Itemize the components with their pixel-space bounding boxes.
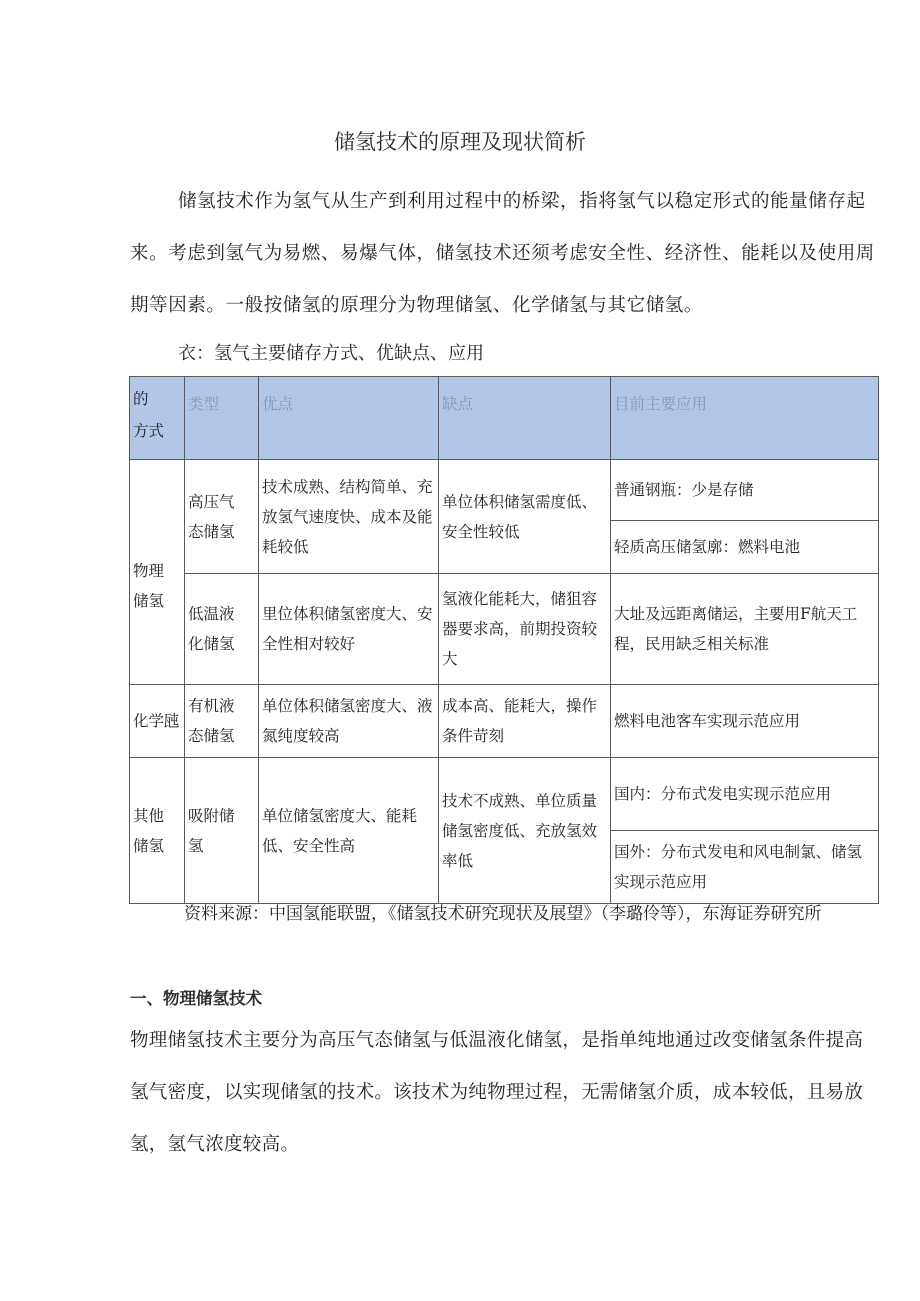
header-pros: 优点 xyxy=(259,377,439,460)
header-method-text: 的 方式 xyxy=(133,390,165,440)
cons-high-pressure: 单位体积储氢需度低、安全性较低 xyxy=(439,460,611,574)
type-adsorption: 吸附储 氢 xyxy=(185,758,259,904)
app-adsorption-2: 国外：分布式发电和风电制氯、储氢实现示范应用 xyxy=(611,831,879,904)
table-row xyxy=(130,460,879,521)
pros-adsorption: 单位储氢密度大、能耗低、安全性高 xyxy=(259,758,439,904)
pros-low-temp: 里位体积储氢密度大、安全性相对较好 xyxy=(259,574,439,685)
table-caption: 衣：氢气主要储存方式、优缺点、应用 xyxy=(178,343,484,364)
pros-organic: 单位体积储氢密度大、液氮纯度较高 xyxy=(259,685,439,758)
table-row xyxy=(130,758,879,831)
intro-paragraph: 储氢技术作为氢气从生产到利用过程中的桥梁，指将氢气以稳定形式的能量储存起来。考虑到氢气为易燃、易爆气体，储氢技术还须考虑安全性、经济性、能耗以及使用周期等因素。一般按储氢的原理分为物理储氢、化学储氢与其它储氢。 xyxy=(130,191,875,316)
app-low-temp: 大址及远距离储运，主要用F航天工程，民用缺乏相关标准 xyxy=(611,574,879,685)
group-physical: 物理 储氢 xyxy=(130,460,185,685)
table-row xyxy=(130,574,879,685)
app-organic: 燃料电池客车实现示范应用 xyxy=(611,685,879,758)
app-high-pressure-1: 普通钢瓶：少是存储 xyxy=(611,460,879,521)
source-note: 资料来源：中国氢能联盟，《储氢技术研究现状及展望》（李璐伶等），东海证券研究所 xyxy=(184,904,822,924)
header-method xyxy=(130,377,185,460)
pros-high-pressure: 技术成熟、结构简单、充放氢气速度快、成本及能耗较低 xyxy=(259,460,439,574)
header-cons: 缺点 xyxy=(439,377,611,460)
table-header-row xyxy=(130,377,879,460)
type-high-pressure: 高压气 态储氢 xyxy=(185,460,259,574)
table-row xyxy=(130,685,879,758)
header-applications: 目前主要应用 xyxy=(611,377,879,460)
type-low-temp: 低温液 化储氢 xyxy=(185,574,259,685)
type-organic: 有机液 态储氢 xyxy=(185,685,259,758)
cons-low-temp: 氢液化能耗大，储狙容器要求高，前期投资较大 xyxy=(439,574,611,685)
storage-methods-table xyxy=(129,376,879,904)
section-heading: 一、物理储氢技术 xyxy=(130,989,262,1008)
cons-adsorption: 技术不成熟、单位质量储氢密度低、充放氢效率低 xyxy=(439,758,611,904)
section-body: 物理储氢技术主要分为高压气态储氢与低温液化储氢，是指单纯地通过改变储氢条件提高氢气密度，以实现储氢的技术。该技术为纯物理过程，无需储氢介质，成本较低，且易放氢，氢气浓度较高。 xyxy=(130,1030,864,1155)
app-adsorption-1: 国内：分布式发电实现示范应用 xyxy=(611,758,879,831)
page-title: 储氢技术的原理及现状简析 xyxy=(334,130,586,154)
cons-organic: 成本高、能耗大，操作条件苛刻 xyxy=(439,685,611,758)
app-high-pressure-2: 轻质高压储氢廓：燃料电池 xyxy=(611,521,879,574)
header-type: 类型 xyxy=(185,377,259,460)
group-chemical: 化学瓲 xyxy=(130,685,185,758)
group-other: 其他 储氢 xyxy=(130,758,185,904)
